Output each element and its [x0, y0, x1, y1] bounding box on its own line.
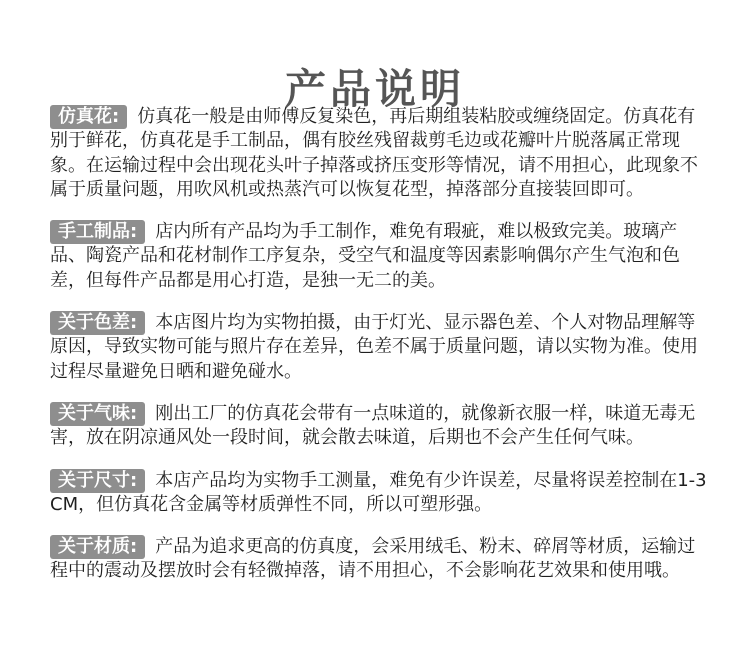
page-title: 产品说明	[285, 65, 465, 114]
section-text: 刚出工厂的仿真花会带有一点味道的，就像新衣服一样，味道无毒无害，放在阴凉通风处一段时间，就会散去味道，后期也不会产生任何气味。	[50, 402, 696, 449]
section-size	[50, 469, 710, 518]
section-material	[50, 535, 710, 584]
section-text: 产品为追求更高的仿真度，会采用绒毛、粉末、碎屑等材质，运输过程中的震动及摆放时会有轻微掉落，请不用担心，不会影响花艺效果和使用哦。	[50, 536, 696, 582]
section-text: 仿真花一般是由师傅反复染色，再后期组装粘胶或缠绕固定。仿真花有别于鲜花，仿真花是手工制品，偶有胶丝残留裁剪毛边或花瓣叶片脱落属正常现象。在运输过程中会出现花头叶子掉落或挤压变形等情况，请不用担心，此现象不属于质量问题，用吹风机或热蒸汽可以恢复花型，掉落部分直接装回即可。	[50, 106, 698, 200]
product-description-list	[50, 105, 710, 589]
section-text: 本店产品均为实物手工测量，难免有少许误差，尽量将误差控制在1-3CM，但仿真花含金属等材质弹性不同，所以可塑形强。	[50, 469, 707, 515]
section-artificial-flower	[50, 105, 710, 202]
section-label: 仿真花:	[50, 105, 127, 129]
section-label: 关于尺寸:	[50, 469, 145, 493]
section-label: 关于材质:	[50, 535, 145, 559]
section-label: 关于气味:	[50, 402, 145, 426]
section-smell	[50, 402, 710, 451]
section-text: 本店图片均为实物拍摄，由于灯光、显示器色差、个人对物品理解等原因，导致实物可能与照片存在差异，色差不属于质量问题，请以实物为准。使用过程尽量避免日晒和避免碰水。	[50, 312, 698, 382]
section-text: 店内所有产品均为手工制作，难免有瑕疵，难以极致完美。玻璃产品、陶瓷产品和花材制作工序复杂，受空气和温度等因素影响偶尔产生气泡和色差，但每件产品都是用心打造，是独一无二的美。	[50, 221, 680, 291]
section-handmade	[50, 220, 710, 293]
section-color-difference	[50, 311, 710, 384]
section-label: 关于色差:	[50, 311, 145, 335]
section-label: 手工制品:	[50, 220, 145, 244]
